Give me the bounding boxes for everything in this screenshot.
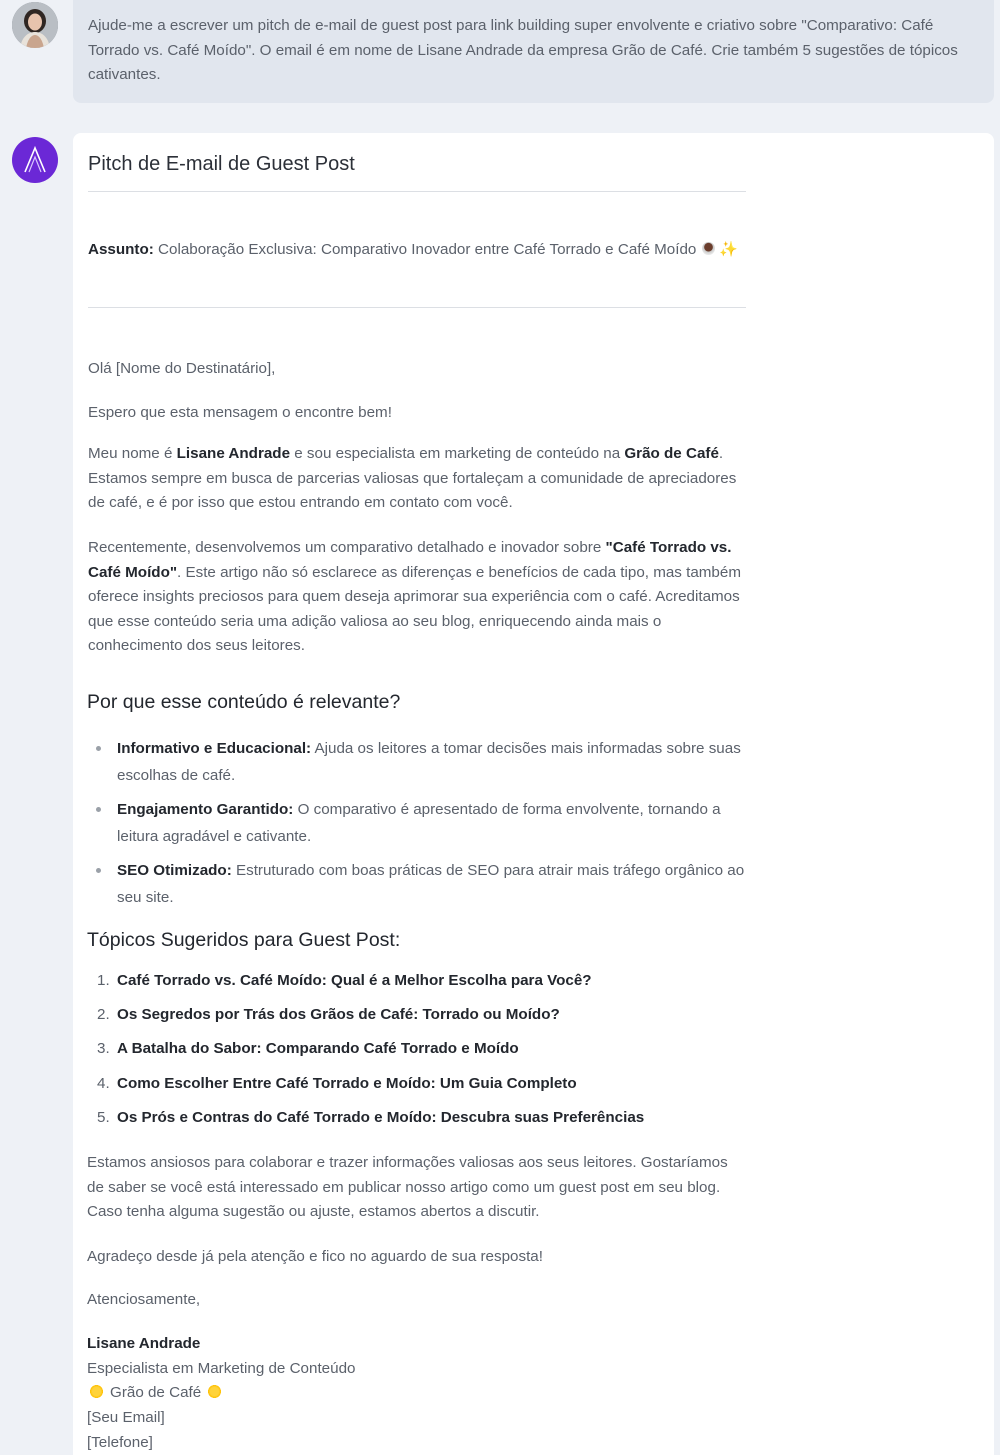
sender-name: Lisane Andrade: [176, 445, 291, 462]
list-item-label: SEO Otimizado:: [117, 862, 232, 879]
intro-text: Meu nome é: [88, 445, 177, 462]
topic-text: Como Escolher Entre Café Torrado e Moído: Um Guia Completo: [117, 1075, 577, 1092]
article-title: "Café Torrado vs. Café Moído": [88, 539, 732, 581]
list-item-label: Engajamento Garantido:: [117, 801, 294, 818]
response-title: Pitch de E-mail de Guest Post: [88, 153, 355, 175]
article-text: . Este artigo não só esclarece as diferenças e benefícios de cada tipo, mas também oferece insights preciosos para quem deseja aprimorar sua experiência com o café. Acreditamos que esse conteúdo seria uma adição valiosa ao seu blog, enriquecendo ainda mais o conhecimento dos seus leitores.: [88, 563, 741, 655]
bullet-dot: [96, 868, 101, 873]
email-intro-paragraph: [88, 442, 748, 516]
article-text: Recentemente, desenvolvemos um comparativo detalhado e inovador sobre: [88, 539, 606, 556]
sun-icon: [207, 1384, 222, 1399]
bullet-dot: [96, 807, 101, 812]
email-closing-paragraph: Estamos ansiosos para colaborar e trazer informações valiosas aos seus leitores. Gostaríamos de saber se você está interessado em publicar nosso artigo como um guest post em seu blog. Caso tenha alguma sugestão ou ajuste, estamos abertos a discutir.: [87, 1154, 728, 1221]
signature-phone: [Telefone]: [87, 1434, 153, 1451]
assistant-avatar: [12, 137, 58, 183]
list-item: [88, 735, 748, 789]
email-opening: Espero que esta mensagem o encontre bem!: [88, 404, 392, 421]
list-item: [88, 857, 748, 911]
assistant-response-card: [73, 133, 994, 1455]
signature-company-name: Grão de Café: [110, 1384, 202, 1401]
list-item-text: Estruturado com boas práticas de SEO para atrair mais tráfego orgânico ao seu site.: [117, 862, 745, 906]
topic-text: Os Prós e Contras do Café Torrado e Moído: Descubra suas Preferências: [117, 1109, 645, 1126]
signature-company: [87, 1384, 228, 1401]
divider: [88, 307, 746, 308]
coffee-icon: [702, 242, 715, 255]
email-greeting: Olá [Nome do Destinatário],: [88, 360, 276, 377]
topic-text: Os Segredos por Trás dos Grãos de Café: Torrado ou Moído?: [117, 1006, 560, 1023]
intro-text: . Estamos sempre em busca de parcerias valiosas que fortaleçam a comunidade de apreciadores de café, e é por isso que estou entrando em contato com você.: [88, 445, 737, 512]
company-name: Grão de Café: [624, 445, 719, 462]
topic-text: A Batalha do Sabor: Comparando Café Torrado e Moído: [117, 1040, 519, 1057]
signature-email: [Seu Email]: [87, 1409, 165, 1426]
user-avatar: [12, 2, 58, 48]
email-subject: [88, 240, 738, 258]
subject-text: Colaboração Exclusiva: Comparativo Inovador entre Café Torrado e Café Moído: [158, 241, 697, 258]
list-item-text: Ajuda os leitores a tomar decisões mais informadas sobre suas escolhas de café.: [117, 740, 741, 784]
topic-number: 4.: [97, 1075, 110, 1092]
user-message-bubble: [73, 0, 994, 103]
sun-icon: [89, 1384, 104, 1399]
email-thanks: Agradeço desde já pela atenção e fico no aguardo de sua resposta!: [87, 1248, 543, 1265]
sparkles-icon: ✨: [719, 241, 739, 258]
email-signoff: Atenciosamente,: [87, 1291, 201, 1308]
list-item-text: O comparativo é apresentado de forma envolvente, tornando a leitura agradável e cativante.: [117, 801, 721, 845]
relevance-heading: Por que esse conteúdo é relevante?: [87, 691, 401, 713]
signature-role: Especialista em Marketing de Conteúdo: [87, 1360, 356, 1377]
intro-text: e sou especialista em marketing de conteúdo na: [290, 445, 625, 462]
list-item: [88, 796, 748, 850]
user-message-text: Ajude-me a escrever um pitch de e-mail de guest post para link building super envolvente e criativo sobre "Comparativo: Café Torrado vs. Café Moído". O email é em nome de Lisane Andrade da empresa Grão de Café. Crie também 5 sugestões de tópicos cativantes.: [88, 17, 958, 84]
topic-number: 2.: [97, 1006, 110, 1023]
topic-number: 3.: [97, 1040, 110, 1057]
divider: [88, 191, 746, 192]
topics-heading: Tópicos Sugeridos para Guest Post:: [87, 929, 401, 951]
topic-number: 1.: [97, 972, 110, 989]
list-item-label: Informativo e Educacional:: [117, 740, 312, 757]
topic-text: Café Torrado vs. Café Moído: Qual é a Melhor Escolha para Você?: [117, 972, 592, 989]
bullet-dot: [96, 746, 101, 751]
subject-label: Assunto:: [88, 241, 154, 258]
topic-number: 5.: [97, 1109, 110, 1126]
email-article-paragraph: [88, 536, 748, 659]
signature-name: Lisane Andrade: [87, 1335, 201, 1352]
assistant-logo-icon: [20, 145, 50, 175]
